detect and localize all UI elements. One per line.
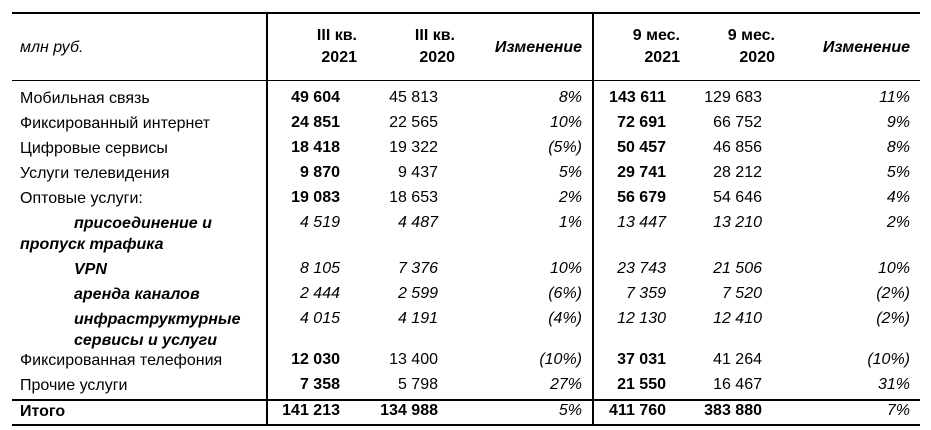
row-label-line: Оптовые услуги:	[20, 190, 143, 207]
row-label-line: присоединение и	[74, 215, 212, 232]
table-cell: 22 565	[389, 114, 438, 131]
table-cell: 11%	[879, 89, 910, 106]
table-cell: (2%)	[876, 310, 910, 327]
table-cell: 56 679	[617, 189, 666, 206]
row-label-line: сервисы и услуги	[74, 332, 217, 349]
table-cell: 12 410	[713, 310, 762, 327]
table-cell: 21 506	[713, 260, 762, 277]
table-cell: 5%	[558, 164, 582, 181]
table-cell: 18 653	[389, 189, 438, 206]
table-cell: 411 760	[609, 402, 666, 419]
row-label-line: Услуги телевидения	[20, 165, 170, 182]
table-cell: 129 683	[704, 89, 762, 106]
table-cell: 4%	[886, 189, 910, 206]
table-cell: 2 599	[397, 285, 438, 302]
table-cell: 21 550	[617, 376, 666, 393]
table-cell: 4 015	[299, 310, 340, 327]
table-cell: 46 856	[713, 139, 762, 156]
table-cell: 16 467	[713, 376, 762, 393]
table-cell: 4 191	[397, 310, 438, 327]
table-cell: 143 611	[609, 89, 666, 106]
table-cell: 4 519	[299, 214, 340, 231]
row-label-line: Цифровые сервисы	[20, 140, 168, 157]
table-cell: 27%	[549, 376, 582, 393]
table-cell: 24 851	[291, 114, 340, 131]
table-cell: (2%)	[876, 285, 910, 302]
table-cell: 2%	[558, 189, 582, 206]
row-label-line: Итого	[20, 403, 66, 420]
row-label	[20, 213, 212, 255]
header-9m-2020: 9 мес. 2020	[727, 27, 775, 66]
table-cell: 5%	[886, 164, 910, 181]
row-label	[20, 113, 210, 134]
row-label	[20, 401, 65, 422]
table-cell: 5%	[558, 402, 582, 419]
table-cell: (4%)	[548, 310, 582, 327]
table-cell: 5 798	[397, 376, 438, 393]
row-label	[20, 138, 168, 159]
row-label-line: Прочие услуги	[20, 377, 128, 394]
table-cell: 10%	[877, 260, 910, 277]
column-divider-right	[592, 14, 594, 424]
table-cell: 7 376	[397, 260, 438, 277]
table-cell: 8%	[558, 89, 582, 106]
row-label	[20, 88, 150, 109]
table-cell: 13 447	[617, 214, 666, 231]
table-cell: 72 691	[617, 114, 666, 131]
header-q3-2021: III кв. 2021	[316, 27, 357, 66]
table-cell: (10%)	[539, 351, 582, 368]
revenue-table	[12, 12, 920, 426]
header-change-9m: Изменение	[822, 39, 910, 56]
total-rule	[12, 399, 920, 401]
table-cell: 9%	[886, 114, 910, 131]
table-cell: 45 813	[389, 89, 438, 106]
table-cell: 23 743	[617, 260, 666, 277]
table-cell: (5%)	[548, 139, 582, 156]
table-cell: 2 444	[299, 285, 340, 302]
table-cell: 19 083	[291, 189, 340, 206]
table-cell: 8%	[886, 139, 910, 156]
table-cell: (10%)	[867, 351, 910, 368]
row-label	[74, 284, 200, 305]
row-label	[74, 259, 107, 280]
table-cell: 37 031	[617, 351, 666, 368]
row-label-line: пропуск трафика	[20, 236, 164, 253]
table-cell: 49 604	[291, 89, 340, 106]
row-label-line: Фиксированный интернет	[20, 115, 211, 132]
row-label-line: Мобильная связь	[20, 90, 150, 107]
row-label-line: VPN	[74, 261, 107, 278]
table-cell: 12 130	[617, 310, 666, 327]
table-cell: 9 437	[397, 164, 438, 181]
column-divider-left	[266, 14, 268, 424]
row-label-line: инфраструктурные	[74, 311, 241, 328]
row-label-line: Фиксированная телефония	[20, 352, 223, 369]
table-cell: (6%)	[548, 285, 582, 302]
table-cell: 41 264	[713, 351, 762, 368]
table-cell: 134 988	[380, 402, 438, 419]
header-q3-2020: III кв. 2020	[414, 27, 455, 66]
row-label-line: аренда каналов	[74, 286, 200, 303]
table-cell: 7 520	[721, 285, 762, 302]
table-cell: 10%	[549, 260, 582, 277]
row-label	[20, 163, 170, 184]
row-label	[20, 375, 128, 396]
table-cell: 31%	[877, 376, 910, 393]
row-label	[20, 188, 143, 209]
table-cell: 54 646	[713, 189, 762, 206]
table-cell: 383 880	[704, 402, 762, 419]
table-cell: 13 400	[389, 351, 438, 368]
table-cell: 29 741	[617, 164, 666, 181]
table-cell: 4 487	[397, 214, 438, 231]
table-cell: 66 752	[713, 114, 762, 131]
table-cell: 141 213	[282, 402, 340, 419]
header-9m-2021: 9 мес. 2021	[632, 27, 680, 66]
table-cell: 12 030	[291, 351, 340, 368]
table-cell: 19 322	[389, 139, 438, 156]
table-cell: 7%	[886, 402, 910, 419]
table-cell: 18 418	[291, 139, 340, 156]
table-cell: 28 212	[713, 164, 762, 181]
table-cell: 7 359	[625, 285, 666, 302]
table-cell: 8 105	[299, 260, 340, 277]
row-label	[74, 309, 240, 351]
table-cell: 10%	[549, 114, 582, 131]
row-label	[20, 350, 222, 371]
table-cell: 2%	[886, 214, 910, 231]
table-cell: 1%	[558, 214, 582, 231]
table-cell: 13 210	[713, 214, 762, 231]
unit-label: млн руб.	[20, 39, 84, 56]
table-cell: 50 457	[617, 139, 666, 156]
header-change-quarter: Изменение	[494, 39, 582, 56]
table-cell: 9 870	[299, 164, 340, 181]
header-rule	[12, 80, 920, 81]
table-cell: 7 358	[299, 376, 340, 393]
